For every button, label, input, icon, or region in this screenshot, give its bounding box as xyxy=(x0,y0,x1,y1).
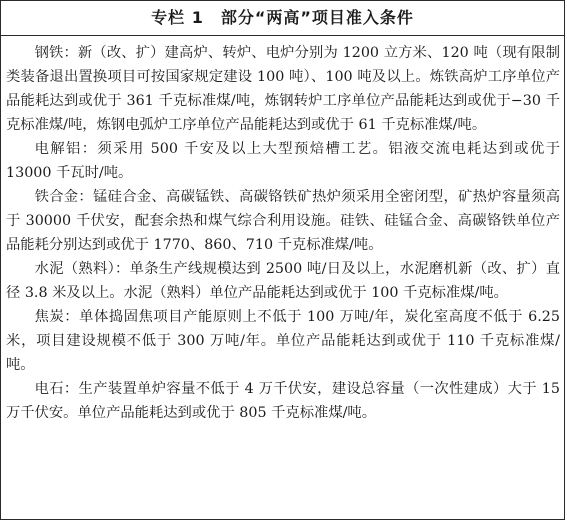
paragraph-coke: 焦炭：单体捣固焦项目产能原则上不低于 100 万吨/年，炭化室高度不低于 6.25 米，项目建设规模不低于 300 万吨/年。单位产品能耗达到或优于 110 千克标准煤/吨。 xyxy=(6,309,560,373)
paragraph-calcium-carbide: 电石：生产装置单炉容量不低于 4 万千伏安，建设总容量（一次性建成）大于 15 万千伏安。单位产品能耗达到或优于 805 千克标准煤/吨。 xyxy=(6,381,560,421)
paragraph-aluminum: 电解铝：须采用 500 千安及以上大型预焙槽工艺。铝液交流电耗达到或优于 13000 千瓦时/吨。 xyxy=(6,141,560,181)
box-content xyxy=(1,36,564,425)
box-title: 专栏 1 部分“两高”项目准入条件 xyxy=(1,1,564,36)
paragraph-steel: 钢铁：新（改、扩）建高炉、转炉、电炉分别为 1200 立方米、120 吨（现有限制类装备退出置换项目可按国家规定建设 100 吨）、100 吨及以上。炼铁高炉工序单位产品能耗达到或优于 361 千克标准煤/吨，炼钢转炉工序单位产品能耗达到或优于−30 千克标准煤/吨，炼钢电弧炉工序单位产品能耗达到或优于 61 千克标准煤/吨。 xyxy=(6,45,560,133)
paragraph-cement: 水泥（熟料）：单条生产线规模达到 2500 吨/日及以上，水泥磨机新（改、扩）直径 3.8 米及以上。水泥（熟料）单位产品能耗达到或优于 100 千克标准煤/吨。 xyxy=(6,261,560,301)
paragraph-ferroalloy: 铁合金：锰硅合金、高碳锰铁、高碳铬铁矿热炉须采用全密闭型，矿热炉容量须高于 30000 千伏安，配套余热和煤气综合利用设施。硅铁、硅锰合金、高碳铬铁单位产品能耗分别达到或优于 1770、860、710 千克标准煤/吨。 xyxy=(6,189,560,253)
